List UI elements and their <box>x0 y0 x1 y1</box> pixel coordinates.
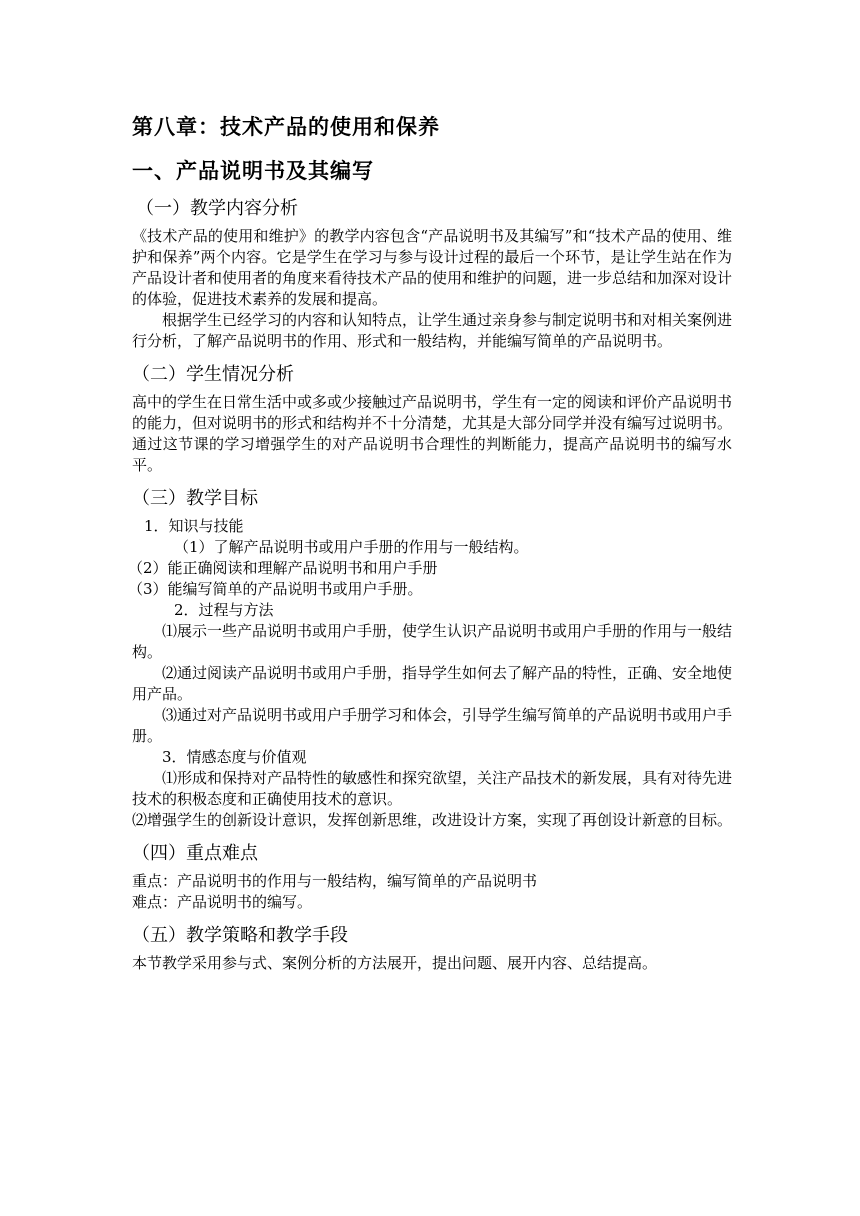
objective-1-1: （1）了解产品说明书或用户手册的作用与一般结构。 <box>174 538 529 556</box>
section-title: 一、产品说明书及其编写 <box>132 159 374 183</box>
paragraph-student-analysis: 高中的学生在日常生活中或多或少接触过产品说明书，学生有一定的阅读和评价产品说明书的能力，但对说明书的形式和结构并不十分清楚，尤其是大部分同学并没有编写过说明书。通过这节课的学习增强学生的对产品说明书合理性的判断能力，提高产品说明书的编写水平。 <box>132 393 733 474</box>
objective-process-methods: 2．过程与方法 <box>174 601 274 619</box>
subsection-heading-strategy: （五）教学策略和教学手段 <box>132 925 348 946</box>
objective-3-2: ⑵增强学生的创新设计意识，发挥创新思维，改进设计方案，实现了再创设计新意的目标。 <box>132 811 733 829</box>
subsection-heading-student-analysis: （二）学生情况分析 <box>132 364 294 385</box>
paragraph-content-analysis-2: 根据学生已经学习的内容和认知特点，让学生通过亲身参与制定说明书和对相关案例进行分析，了解产品说明书的作用、形式和一般结构，并能编写简单的产品说明书。 <box>132 311 733 350</box>
paragraph-content-analysis-1: 《技术产品的使用和维护》的教学内容包含“产品说明书及其编写”和“技术产品的使用、维护和保养”两个内容。它是学生在学习与参与设计过程的最后一个环节，是让学生站在作为产品设计者和使用者的角度来看待技术产品的使用和维护的问题，进一步总结和加深对设计的体验，促进技术素养的发展和提高。 <box>132 227 733 308</box>
subsection-heading-key-points: （四）重点难点 <box>132 843 258 864</box>
objective-1-2: （2）能正确阅读和理解产品说明书和用户手册 <box>128 559 438 577</box>
paragraph-strategy: 本节教学采用参与式、案例分析的方法展开，提出问题、展开内容、总结提高。 <box>132 954 658 972</box>
objective-3-1: ⑴形成和保持对产品特性的敏感性和探究欲望，关注产品技术的新发展，具有对待先进技术的积极态度和正确使用技术的意识。 <box>132 769 733 808</box>
objective-knowledge-skills: 1．知识与技能 <box>144 517 244 535</box>
objective-2-3: ⑶通过对产品说明书或用户手册学习和体会，引导学生编写简单的产品说明书或用户手册。 <box>132 706 733 745</box>
difficult-point: 难点：产品说明书的编写。 <box>132 893 313 911</box>
objective-2-2: ⑵通过阅读产品说明书或用户手册，指导学生如何去了解产品的特性，正确、安全地使用产品。 <box>132 664 733 703</box>
key-point: 重点：产品说明书的作用与一般结构，编写简单的产品说明书 <box>132 872 538 890</box>
objective-attitude-values: 3．情感态度与价值观 <box>162 748 307 766</box>
subsection-heading-content-analysis: （一）教学内容分析 <box>136 198 298 219</box>
objective-2-1: ⑴展示一些产品说明书或用户手册，使学生认识产品说明书或用户手册的作用与一般结构。 <box>132 622 733 661</box>
objective-1-3: （3）能编写简单的产品说明书或用户手册。 <box>128 580 423 598</box>
chapter-title: 第八章：技术产品的使用和保养 <box>132 115 440 139</box>
document-page <box>128 108 733 974</box>
subsection-heading-objectives: （三）教学目标 <box>132 488 258 509</box>
